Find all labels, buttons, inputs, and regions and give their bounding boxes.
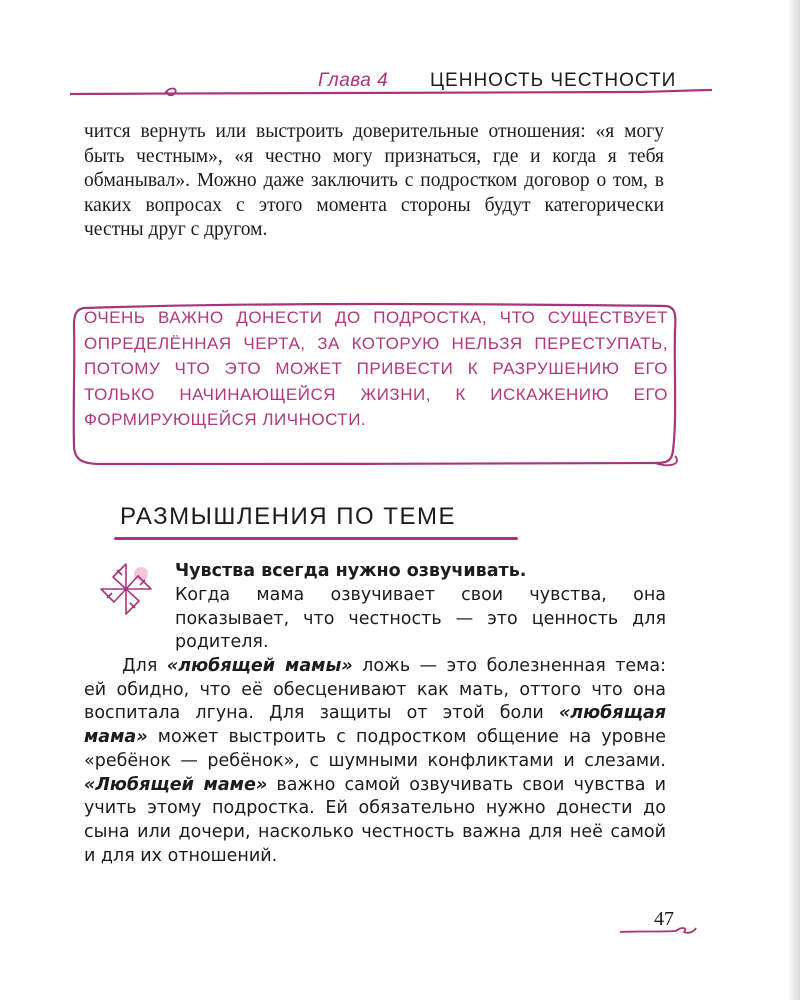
body-paragraph-continued: чится вернуть или выстроить доверительные отношения: «я могу быть честным», «я честно могу признаться, где и когда я тебя обманывал». Можно даже заключить с подростком договор о том, в каких вопросах с этого момента стороны будут категорически честны друг с другом. [84, 121, 664, 240]
section-title: РАЗМЫШЛЕНИЯ ПО ТЕМЕ [120, 503, 456, 530]
section-underline [114, 537, 518, 540]
reflection-paragraph [84, 584, 666, 655]
reflection-paragraph-text: Когда мама озвучивает свои чувства, она показывает, что честность — это ценность для родителя. [175, 585, 666, 653]
callout-text: ОЧЕНЬ ВАЖНО ДОНЕСТИ ДО ПОДРОСТКА, ЧТО СУЩЕСТВУЕТ ОПРЕДЕЛЁННАЯ ЧЕРТА, ЗА КОТОРУЮ НЕЛЬЗЯ ПЕРЕСТУПАТЬ, ПОТОМУ ЧТО ЭТО МОЖЕТ ПРИВЕСТИ К РАЗРУШЕНИЮ ЕГО ТОЛЬКО НАЧИНАЮЩЕЙСЯ ЖИЗНИ, К ИСКАЖЕНИЮ ЕГО ФОРМИРУЮЩЕЙСЯ ЛИЧНОСТИ. [84, 308, 668, 429]
emphasis-loving-mom: «любящей мамы» [166, 656, 353, 676]
text-run: важно самой озвучивать свои чувства и учить этому подростка. Ей обязательно нужно донести до сына или дочери, насколько честность важна для неё самой и для их отношений. [84, 774, 666, 866]
text-run: может выстроить с подростком общение на уровне «ребёнок — ребёнок», с шумными конфликтами и слезами. [84, 727, 666, 771]
header-rule [0, 66, 800, 106]
reflection-heading: Чувства всегда нужно озвучивать. [175, 561, 527, 581]
running-header [0, 66, 800, 106]
text-run: Для [122, 656, 167, 676]
reflection-paragraph-2 [84, 655, 666, 868]
page-edge-shadow [788, 0, 800, 1000]
chapter-title: ЦЕННОСТЬ ЧЕСТНОСТИ [430, 70, 677, 91]
emphasis-loving-mom: «любящая мама» [84, 703, 666, 748]
text-run: ложь — это болезненная тема: ей обидно, что её обесценивают как мать, оттого что она воспитала лгуна. Для защиты от этой боли [84, 656, 666, 724]
emphasis-loving-mom: «Любящей маме» [84, 774, 268, 795]
page-number: 47 [654, 908, 674, 930]
chapter-label: Глава 4 [318, 70, 389, 91]
